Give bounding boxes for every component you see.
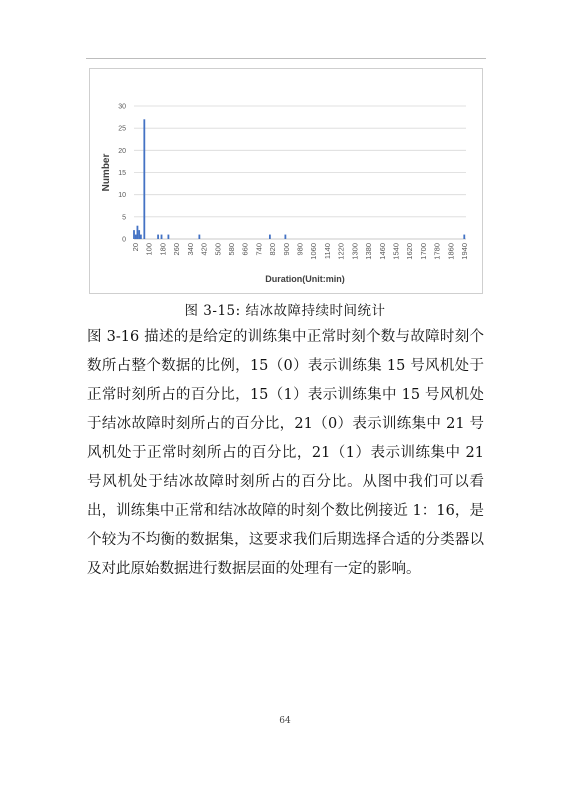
bar (157, 235, 159, 239)
duration-bar-chart (90, 69, 484, 295)
x-tick-label: 1380 (364, 243, 374, 260)
x-tick-label: 1540 (391, 243, 401, 260)
x-tick-label: 100 (144, 243, 154, 256)
x-tick-label: 260 (172, 243, 182, 256)
x-tick-label: 180 (158, 243, 168, 256)
bar (161, 235, 163, 239)
x-tick-label: 660 (240, 243, 250, 256)
header-rule (86, 58, 486, 59)
x-tick-label: 900 (281, 243, 291, 256)
x-tick-label: 340 (185, 243, 195, 256)
x-tick-label: 1620 (405, 243, 415, 260)
y-axis-title: Number (101, 153, 112, 192)
chart-frame (89, 68, 483, 294)
x-tick-label: 500 (213, 243, 223, 256)
y-tick-label: 10 (118, 192, 126, 200)
bar (269, 235, 271, 239)
bar (168, 235, 170, 239)
bar (137, 226, 139, 239)
y-tick-label: 5 (122, 214, 126, 222)
x-tick-label: 1940 (460, 243, 469, 260)
x-axis-title: Duration(Unit:min) (265, 274, 345, 284)
x-tick-label: 1220 (336, 243, 346, 260)
y-tick-label: 0 (122, 236, 126, 244)
page-number: 64 (279, 716, 291, 726)
bar (284, 235, 286, 239)
y-tick-label: 20 (118, 147, 126, 155)
x-tick-label: 1460 (377, 243, 387, 260)
x-tick-label: 20 (131, 243, 140, 252)
x-tick-label: 1860 (446, 243, 456, 260)
bar (198, 235, 200, 239)
x-tick-label: 1700 (418, 243, 428, 260)
x-tick-label: 820 (268, 243, 278, 256)
x-tick-label: 580 (226, 243, 236, 256)
bar (135, 235, 137, 239)
figure-caption: 图 3-15: 结冰故障持续时间统计 (184, 303, 386, 319)
x-tick-label: 1780 (432, 243, 442, 260)
bar (143, 119, 145, 239)
x-tick-label: 1060 (309, 243, 319, 260)
y-tick-label: 15 (118, 170, 126, 177)
bar (138, 230, 140, 239)
bar (463, 235, 465, 239)
x-tick-label: 980 (295, 243, 305, 256)
x-tick-label: 740 (254, 243, 264, 256)
y-tick-label: 30 (118, 103, 126, 111)
x-tick-label: 420 (199, 243, 209, 256)
bar (140, 235, 142, 239)
x-tick-label: 1140 (322, 243, 332, 260)
body-paragraph: 图 3-16 描述的是给定的训练集中正常时刻个数与故障时刻个数所占整个数据的比例，15（0）表示训练集 15 号风机处于正常时刻所占的百分比，15（1）表示训练集中 15 号风机处于结冰故障时刻所占的百分比，21（0）表示训练集中 21 号风机处于正常时刻所占的百分比，21（1）表示训练集中 21 号风机处于结冰故障时刻所占的百分比。从图中我们可以看出，训练集中正常和结冰故障的时刻个数比例接近 1：16，是个较为不均衡的数据集，这要求我们后期选择合适的分类器以及对此原始数据进行数据层面的处理有一定的影响。 (87, 329, 484, 577)
y-tick-label: 25 (118, 125, 126, 133)
bar (133, 230, 135, 239)
x-tick-label: 1300 (350, 243, 360, 260)
